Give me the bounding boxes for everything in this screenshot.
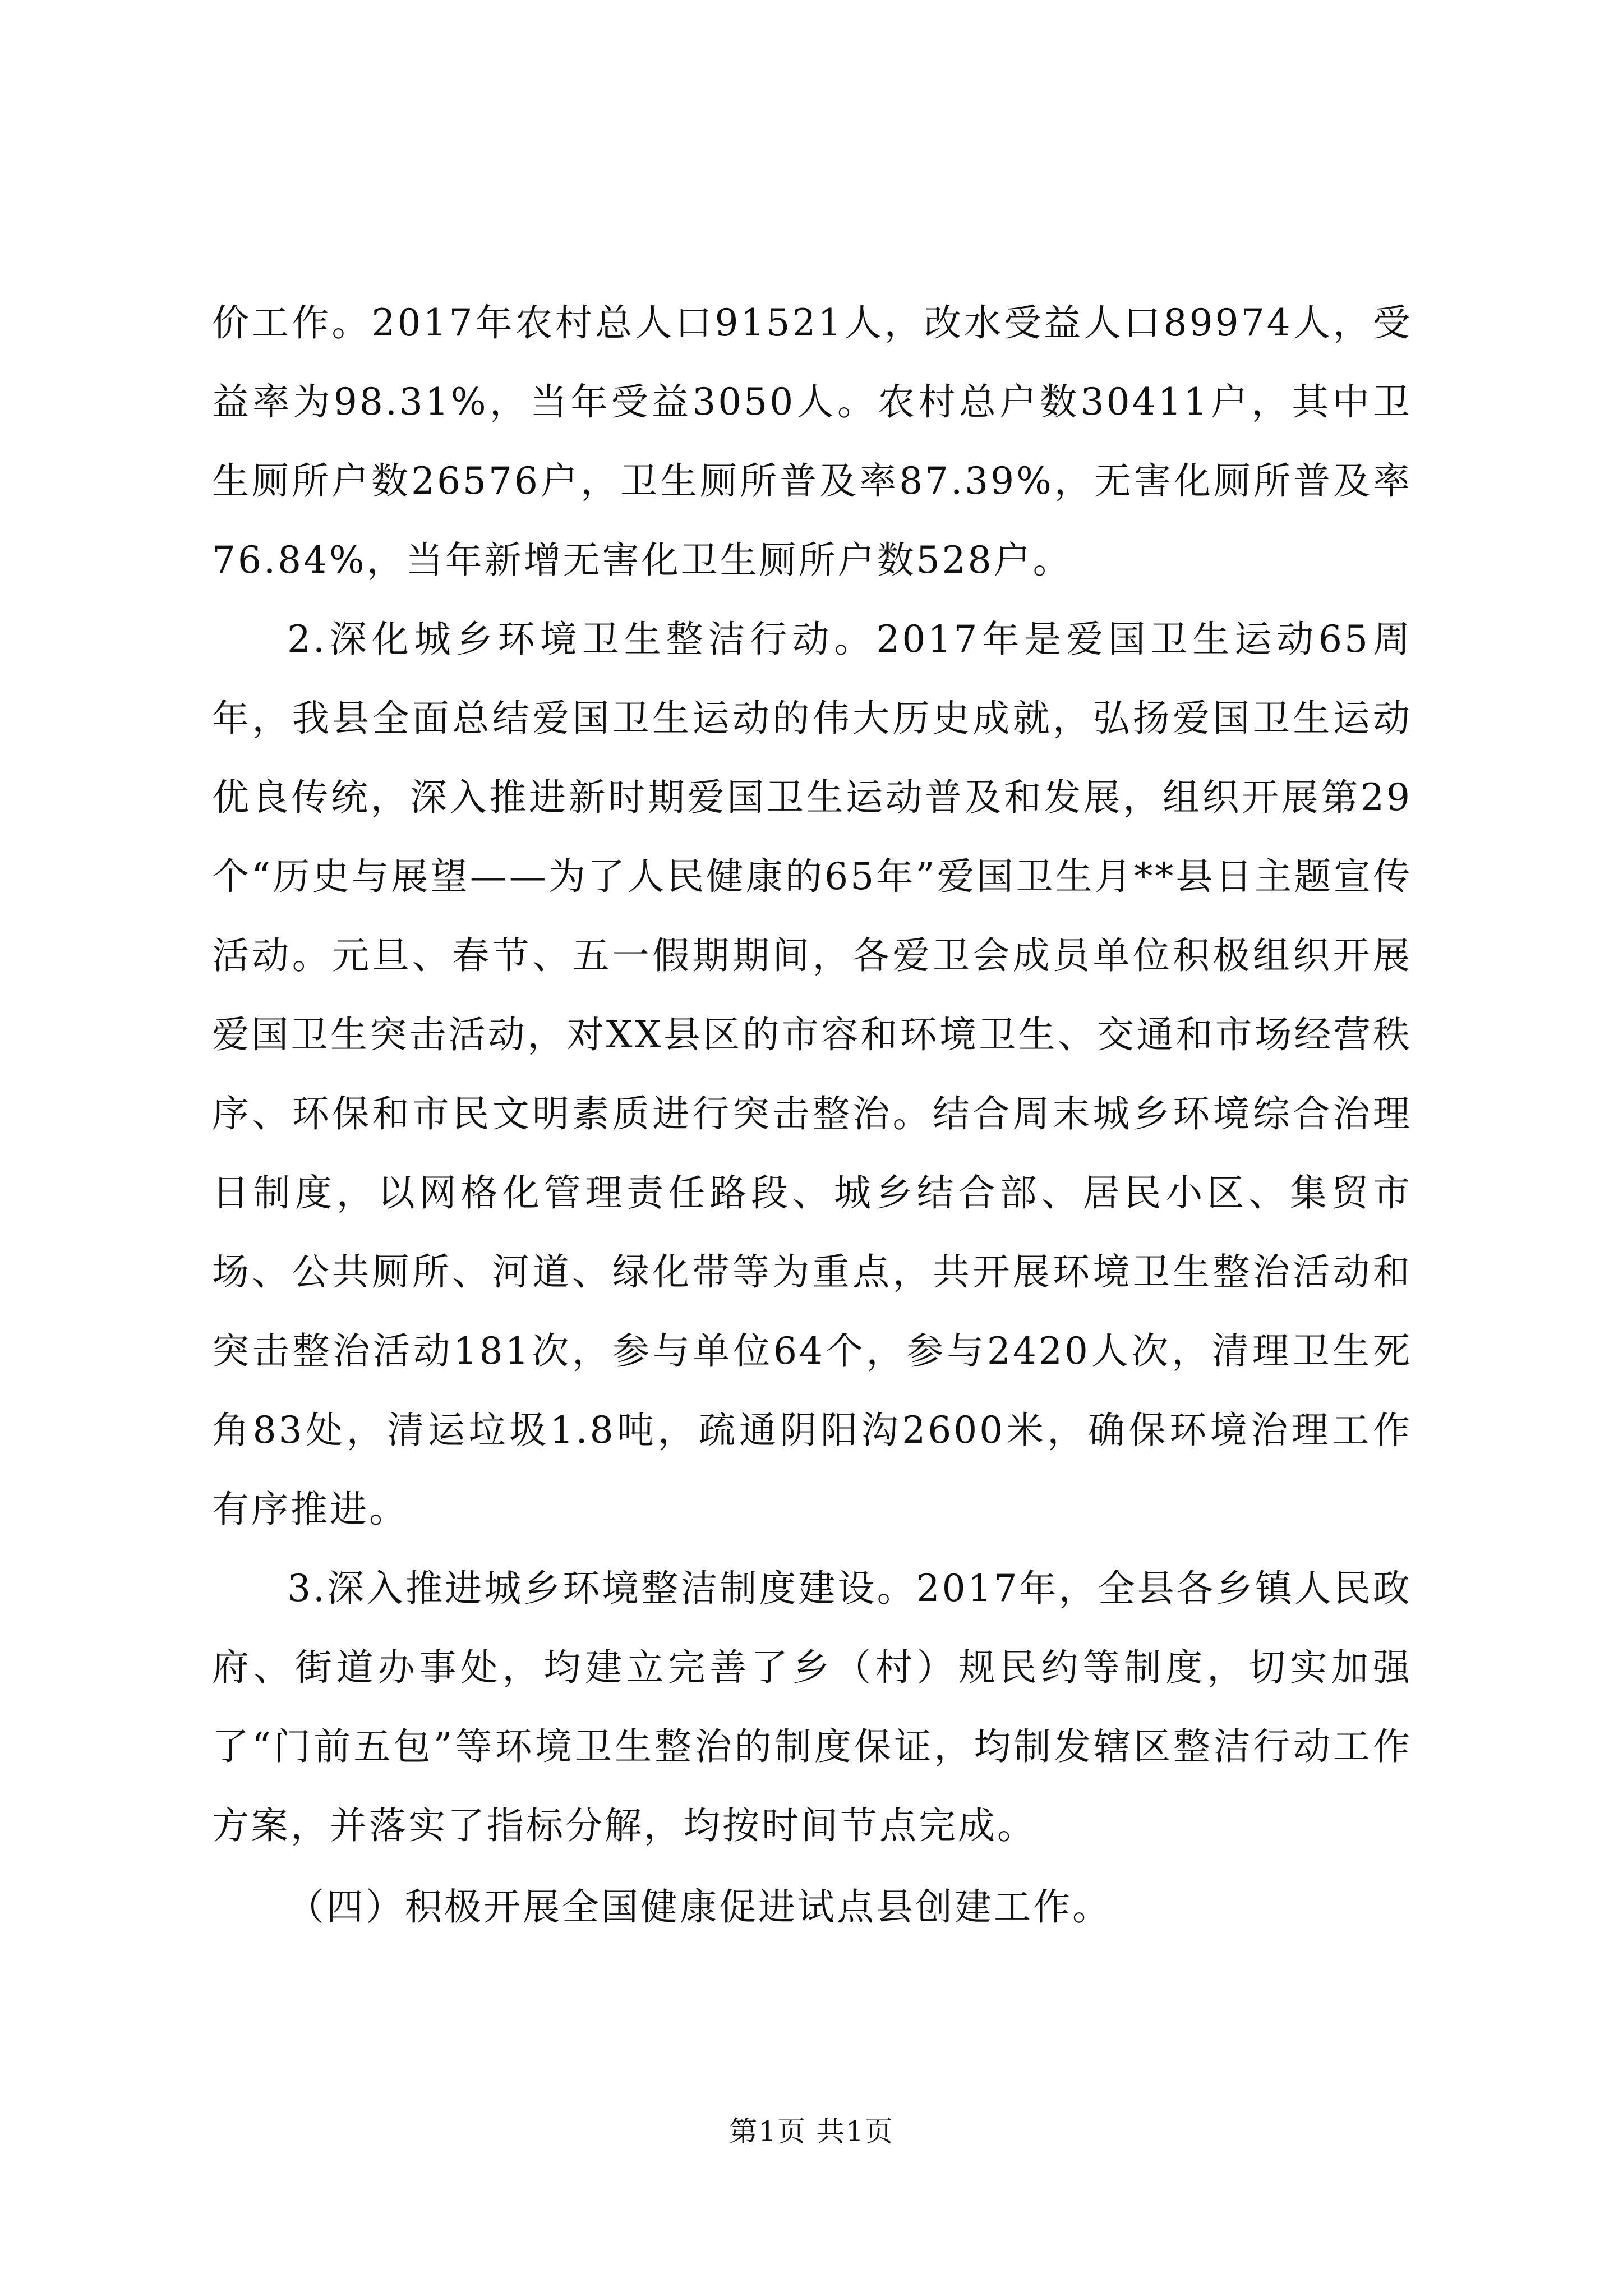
- page-footer: 第1页 共1页: [729, 2115, 894, 2148]
- paragraph-sanitation-stats: 价工作。2017年农村总人口91521人，改水受益人口89974人，受益率为98.31%，当年受益3050人。农村总户数30411户，其中卫生厕所户数26576户，卫生厕所普及率87.39%，无害化厕所普及率76.84%，当年新增无害化卫生厕所户数528户。: [212, 301, 1412, 582]
- paragraph-environment-campaign: 2.深化城乡环境卫生整洁行动。2017年是爱国卫生运动65周年，我县全面总结爱国卫生运动的伟大历史成就，弘扬爱国卫生运动优良传统，深入推进新时期爱国卫生运动普及和发展，组织开展第29个“历史与展望——为了人民健康的65年”爱国卫生月**县日主题宣传活动。元旦、春节、五一假期期间，各爱卫会成员单位积极组织开展爱国卫生突击活动，对XX县区的市容和环境卫生、交通和市场经营秩序、环保和市民文明素质进行突击整治。结合周末城乡环境综合治理日制度，以网格化管理责任路段、城乡结合部、居民小区、集贸市场、公共厕所、河道、绿化带等为重点，共开展环境卫生整治活动和突击整治活动181次，参与单位64个，参与2420人次，清理卫生死角83处，清运垃圾1.8吨，疏通阴阳沟2600米，确保环境治理工作有序推进。: [212, 618, 1412, 1531]
- section-heading-health-promotion: （四）积极开展全国健康促进试点县创建工作。: [287, 1885, 1112, 1929]
- paragraph-system-construction: 3.深入推进城乡环境整洁制度建设。2017年，全县各乡镇人民政府、街道办事处，均建立完善了乡（村）规民约等制度，切实加强了“门前五包”等环境卫生整治的制度保证，均制发辖区整洁行动工作方案，并落实了指标分解，均按时间节点完成。: [212, 1567, 1412, 1847]
- document-body: [212, 283, 1412, 1947]
